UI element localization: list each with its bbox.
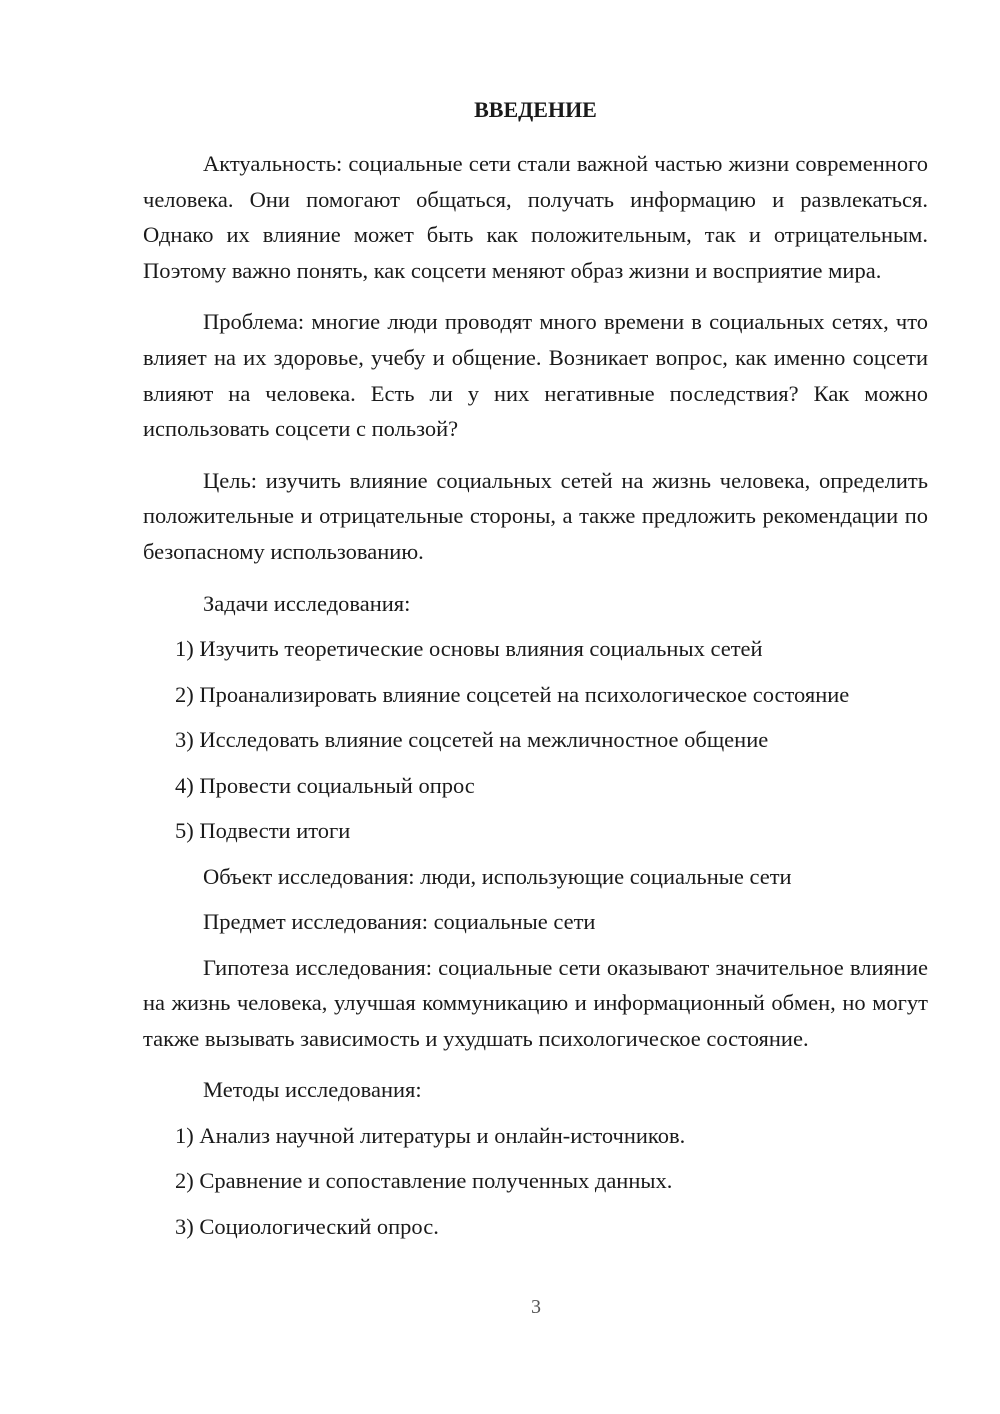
- tasks-heading: Задачи исследования:: [203, 590, 411, 616]
- methods-heading: Методы исследования:: [203, 1077, 422, 1103]
- goal-paragraph: Цель: изучить влияние социальных сетей на жизнь человека, определить положительные и отрицательные стороны, а также предложить рекомендации по безопасному использованию.: [143, 467, 928, 564]
- task-item: 3) Исследовать влияние соцсетей на межличностное общение: [175, 727, 769, 753]
- method-item: 2) Сравнение и сопоставление полученных данных.: [175, 1168, 673, 1194]
- task-item: 2) Проанализировать влияние соцсетей на психологическое состояние: [175, 681, 850, 707]
- task-item: 4) Провести социальный опрос: [175, 772, 475, 798]
- research-object: Объект исследования: люди, использующие социальные сети: [203, 863, 792, 889]
- page-number: 3: [531, 1296, 541, 1318]
- page-title: ВВЕДЕНИЕ: [474, 97, 597, 122]
- hypothesis-paragraph: Гипотеза исследования: социальные сети оказывают значительное влияние на жизнь человека, улучшая коммуникацию и информационный обмен, но могут также вызывать зависимость и ухудшать психологическое состояние.: [143, 954, 928, 1051]
- document-page: [143, 96, 928, 1254]
- method-item: 3) Социологический опрос.: [175, 1213, 439, 1239]
- task-item: 5) Подвести итоги: [175, 818, 351, 844]
- method-item: 1) Анализ научной литературы и онлайн-источников.: [175, 1122, 686, 1148]
- research-subject: Предмет исследования: социальные сети: [203, 909, 596, 935]
- relevance-paragraph: Актуальность: социальные сети стали важной частью жизни современного человека. Они помогают общаться, получать информацию и развлекаться. Однако их влияние может быть как положительным, так и отрицательным. Поэтому важно понять, как соцсети меняют образ жизни и восприятие мира.: [143, 151, 928, 283]
- problem-paragraph: Проблема: многие люди проводят много времени в социальных сетях, что влияет на их здоровье, учебу и общение. Возникает вопрос, как именно соцсети влияют на человека. Есть ли у них негативные последствия? Как можно использовать соцсети с пользой?: [143, 309, 928, 442]
- task-item: 1) Изучить теоретические основы влияния социальных сетей: [175, 636, 763, 662]
